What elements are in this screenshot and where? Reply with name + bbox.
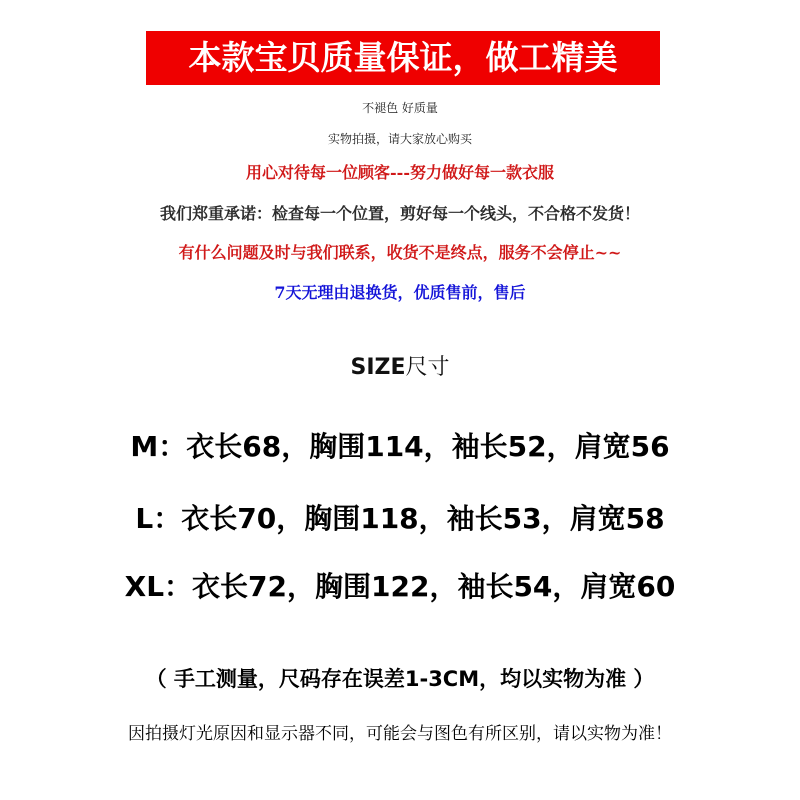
size-heading [0, 350, 800, 381]
promo-line-real-photo: 实物拍摄，请大家放心购买 [327, 132, 472, 146]
promo-line-returns: 7天无理由退换货，优质售前，售后 [274, 283, 526, 302]
measurement-note: （ 手工测量，尺码存在误差1-3CM，均以实物为准 ） [145, 667, 655, 691]
promo-line-promise: 我们郑重承诺：检查每一个位置，剪好每一个线头，不合格不发货！ [159, 204, 640, 223]
promo-line-customer-care: 用心对待每一位顾客---努力做好每一款衣服 [246, 163, 554, 182]
size-heading-latin: SIZE [350, 355, 406, 380]
size-row-l: L：衣长70，胸围118，袖长53，肩宽58 [135, 502, 665, 535]
quality-banner: 本款宝贝质量保证，做工精美 [146, 31, 660, 85]
color-disclaimer: 因拍摄灯光原因和显示器不同，可能会与图色有所区别，请以实物为准！ [128, 724, 672, 744]
promo-line-contact: 有什么问题及时与我们联系，收货不是终点，服务不会停止~~ [178, 243, 622, 262]
promo-line-colorfast: 不褪色 好质量 [362, 101, 438, 115]
size-row-m: M：衣长68，胸围114，袖长52，肩宽56 [130, 430, 670, 463]
size-row-xl: XL：衣长72，胸围122，袖长54，肩宽60 [124, 570, 676, 603]
size-heading-cn: 尺寸 [405, 355, 450, 380]
